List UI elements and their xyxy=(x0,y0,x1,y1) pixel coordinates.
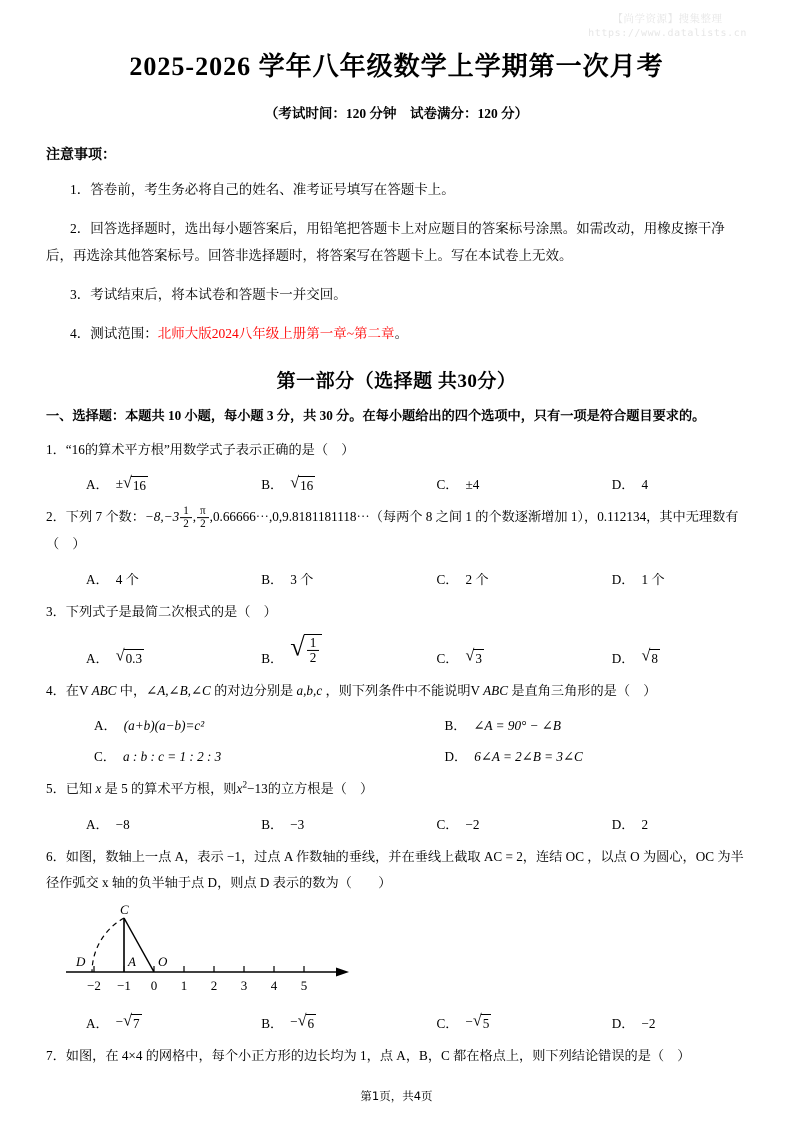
option-1-a[interactable] xyxy=(46,471,221,493)
tick-label: −2 xyxy=(87,977,101,993)
question-5-variable-1: x xyxy=(95,781,102,797)
option-3-a[interactable] xyxy=(46,634,221,667)
question-5-text-part2: 是 5 的算术平方根，则 xyxy=(101,781,237,797)
option-6-b-value: − √ 6 xyxy=(290,1013,315,1032)
exam-subtitle: （考试时间：120 分钟 试卷满分：120 分） xyxy=(264,106,529,121)
question-3 xyxy=(46,588,747,625)
page-footer: 第1页，共4页 xyxy=(360,1089,433,1103)
watermark-source-label: 【尚学资源】搜集整理 xyxy=(612,13,723,25)
arc-OC xyxy=(92,918,124,972)
tick-label: −1 xyxy=(117,977,131,993)
page-title: 2025-2026 学年八年级数学上学期第一次月考 xyxy=(129,52,664,81)
question-4-angles: ∠A,∠B,∠C xyxy=(146,682,211,698)
option-5-a[interactable] xyxy=(46,811,221,833)
question-4 xyxy=(46,667,747,704)
option-3-d-letter: D． xyxy=(611,650,635,666)
option-3-a-value: √ 0.3 xyxy=(115,648,143,667)
question-7-text: 如图，在 4×4 的网格中，每个小正方形的边长均为 1，点 A，B，C 都在格点上，则下列结论错误的是（ ） xyxy=(65,1047,691,1063)
question-2-lead: 下列 7 个数： xyxy=(65,509,145,525)
option-2-b[interactable] xyxy=(221,566,396,588)
option-1-c-letter: C． xyxy=(436,477,459,493)
option-3-c[interactable] xyxy=(397,634,572,667)
question-2-parenthetical: （每两个 8 之间 1 的个数逐渐增加 1） xyxy=(369,509,585,525)
question-4-triangle-2: ABC xyxy=(483,682,509,698)
question-2 xyxy=(46,493,747,556)
label-C: C xyxy=(120,903,129,917)
option-1-b-value: √ 16 xyxy=(290,474,314,494)
part-one-title: 第一部分（选择题 共30分） xyxy=(276,370,517,392)
question-5-text-part1: 已知 xyxy=(65,781,96,797)
option-5-a-letter: A． xyxy=(86,817,109,833)
option-3-a-letter: A． xyxy=(86,650,109,666)
notice-item-4-scope: 北师大版2024八年级上册第一章~第二章 xyxy=(157,326,395,342)
option-2-d-value: 1 个 xyxy=(641,571,665,587)
tick-label: 5 xyxy=(300,977,308,993)
question-4-text-part5: 是直角三角形的是（ ） xyxy=(508,682,657,698)
question-1-options xyxy=(46,462,747,493)
question-5-options xyxy=(46,802,747,833)
notices-heading: 注意事项： xyxy=(46,148,116,163)
option-2-d-letter: D． xyxy=(611,571,635,587)
notice-item-4-prefix: 4．测试范围： xyxy=(70,326,158,342)
option-4-d-letter: D． xyxy=(444,749,468,765)
option-1-a-radicand: 16 xyxy=(132,478,146,494)
option-6-c-radicand: 5 xyxy=(482,1016,490,1032)
option-6-c-value: − √ 5 xyxy=(465,1013,490,1032)
option-3-a-radicand: 0.3 xyxy=(125,651,143,667)
tick-label: 3 xyxy=(240,977,248,993)
option-2-c-value: 2 个 xyxy=(465,571,489,587)
option-3-b-value: √ $\frac{1}{2}$ xyxy=(290,634,322,667)
notice-item-1: 1．答卷前，考生务必将自己的姓名、准考证号填写在答题卡上。 xyxy=(70,182,455,197)
question-4-text-part3: 的对边分别是 xyxy=(210,682,297,698)
option-2-c-letter: C． xyxy=(436,571,459,587)
tick-label: 4 xyxy=(270,977,278,993)
option-5-c-value: −2 xyxy=(465,817,480,833)
option-6-a-value: − √ 7 xyxy=(115,1013,140,1032)
option-5-d[interactable] xyxy=(572,811,747,833)
watermark-url: https://www.datalists.cn xyxy=(588,28,747,40)
question-1-text: “16的算术平方根”用数学式子表示正确的是（ ） xyxy=(65,441,355,457)
option-1-d-letter: D． xyxy=(611,477,635,493)
question-4-triangle-1: ABC xyxy=(91,682,117,698)
axis-arrow-icon xyxy=(336,967,349,976)
option-2-a[interactable] xyxy=(46,566,221,588)
question-5 xyxy=(46,765,747,802)
question-1-number: 1． xyxy=(46,441,66,457)
question-3-text: 下列式子是最简二次根式的是（ ） xyxy=(65,603,277,619)
option-6-b-letter: B． xyxy=(261,1015,284,1031)
question-5-text-part3: −13的立方根是（ ） xyxy=(247,781,374,797)
option-6-b-radicand: 6 xyxy=(307,1016,315,1032)
label-O: O xyxy=(158,953,168,969)
question-3-options xyxy=(46,625,747,667)
option-3-d[interactable] xyxy=(572,634,747,667)
question-5-number: 5． xyxy=(46,781,66,797)
option-3-b-fraction: $\frac{1}{2}$ xyxy=(307,636,320,666)
question-4-options-row-1 xyxy=(46,703,747,734)
option-4-b[interactable] xyxy=(397,712,748,734)
option-6-c-letter: C． xyxy=(436,1015,459,1031)
tick-label: 2 xyxy=(210,977,218,993)
option-1-d[interactable] xyxy=(572,471,747,493)
question-5-variable-2: x xyxy=(236,781,243,797)
option-5-b-value: −3 xyxy=(290,817,305,833)
option-2-c[interactable] xyxy=(397,566,572,588)
question-2-mixed-fraction: $\frac{1}{2}$ xyxy=(180,505,192,530)
option-5-d-value: 2 xyxy=(641,817,649,833)
question-2-sequence-a: −8,−3 xyxy=(144,509,180,525)
question-4-options-row-2 xyxy=(46,734,747,765)
notice-item-4-suffix: 。 xyxy=(394,326,409,342)
label-A: A xyxy=(128,953,136,969)
question-2-sequence-c: ,0.66666⋯,0,9.8181181118⋯ xyxy=(209,509,370,525)
option-6-a-radicand: 7 xyxy=(133,1016,140,1032)
option-3-d-radicand: 8 xyxy=(651,651,658,667)
option-2-d[interactable] xyxy=(572,566,747,588)
option-5-b-letter: B． xyxy=(261,817,284,833)
question-6-number: 6． xyxy=(46,849,66,865)
option-1-c-value: ±4 xyxy=(465,477,480,493)
option-6-c[interactable] xyxy=(397,1010,572,1032)
option-5-a-value: −8 xyxy=(115,817,130,833)
option-4-a-value: (a+b)(a−b)=c² xyxy=(123,718,205,734)
option-4-c-value: a : b : c = 1 : 2 : 3 xyxy=(122,749,222,765)
option-4-d[interactable] xyxy=(397,743,748,765)
option-4-c-letter: C． xyxy=(94,749,116,765)
option-4-a-letter: A． xyxy=(94,718,117,734)
option-6-a[interactable] xyxy=(46,1010,221,1032)
option-6-d-letter: D． xyxy=(611,1015,635,1031)
option-3-c-letter: C． xyxy=(436,650,459,666)
option-2-b-letter: B． xyxy=(261,571,284,587)
question-4-number: 4． xyxy=(46,682,66,698)
question-4-sides: a,b,c xyxy=(296,682,323,698)
number-line-diagram xyxy=(64,904,354,996)
multiple-choice-instructions: 一、选择题：本题共 10 小题，每小题 3 分，共 30 分。在每小题给出的四个选项中，只有一项是符合题目要求的。 xyxy=(46,407,706,423)
question-2-pi-fraction: $\frac{\pi}{2}$ xyxy=(197,505,209,530)
question-4-text-part4: ，则下列条件中不能说明V xyxy=(322,682,484,698)
option-6-d[interactable] xyxy=(572,1010,747,1032)
option-2-a-value: 4 个 xyxy=(115,571,139,587)
question-7-number: 7． xyxy=(46,1047,66,1063)
question-1 xyxy=(46,426,747,463)
question-2-sequence-d: ，0.112134，其中无理数有（ ） xyxy=(46,509,739,552)
option-1-b-radicand: 16 xyxy=(300,478,314,494)
option-3-b[interactable] xyxy=(221,631,396,667)
option-2-b-value: 3 个 xyxy=(290,571,314,587)
option-6-d-value: −2 xyxy=(641,1015,656,1031)
question-6-options xyxy=(46,1001,747,1032)
option-1-b-letter: B． xyxy=(261,477,284,493)
question-2-sequence-b: , xyxy=(192,509,197,525)
option-1-b[interactable] xyxy=(221,471,396,493)
option-5-d-letter: D． xyxy=(611,817,635,833)
option-2-a-letter: A． xyxy=(86,571,109,587)
option-4-b-letter: B． xyxy=(444,718,467,734)
option-5-c[interactable] xyxy=(397,811,572,833)
question-6-text: 如图，数轴上一点 A，表示 −1，过点 A 作数轴的垂线，并在垂线上截取 AC = 2，连结 OC ，以点 O 为圆心，OC 为半径作弧交 x 轴的负半轴于点 D，则点 D 表示的数为（ ） xyxy=(46,849,744,890)
notice-item-4 xyxy=(46,308,747,347)
option-5-b[interactable] xyxy=(221,811,396,833)
question-4-text-part1: 在V xyxy=(65,682,92,698)
option-3-b-letter: B． xyxy=(261,650,284,666)
question-6-figure xyxy=(46,896,747,1001)
option-4-c[interactable] xyxy=(46,743,397,765)
question-2-options xyxy=(46,557,747,588)
option-3-c-value: √ 3 xyxy=(465,648,482,667)
question-3-number: 3． xyxy=(46,603,66,619)
option-6-a-letter: A． xyxy=(86,1015,109,1031)
option-3-d-value: √ 8 xyxy=(641,648,658,667)
option-3-c-radicand: 3 xyxy=(475,651,482,667)
option-4-a[interactable] xyxy=(46,712,397,734)
notice-item-3: 3．考试结束后，将本试卷和答题卡一并交回。 xyxy=(70,286,347,302)
question-4-text-part2: 中， xyxy=(116,682,147,698)
question-6 xyxy=(46,833,747,895)
question-5-exponent: 2 xyxy=(242,780,248,791)
option-1-d-value: 4 xyxy=(641,477,649,493)
option-1-a-letter: A． xyxy=(86,477,109,493)
tick-label: 1 xyxy=(180,977,188,993)
notice-item-2: 2．回答选择题时，选出每小题答案后，用铅笔把答题卡上对应题目的答案标号涂黑。如需改动，用橡皮擦干净后，再选涂其他答案标号。回答非选择题时，将答案写在答题卡上。写在本试卷上无效。 xyxy=(46,221,725,263)
question-7 xyxy=(46,1032,747,1069)
option-1-a-value: ± √ 16 xyxy=(115,474,146,494)
label-D: D xyxy=(76,953,86,969)
option-4-d-value: 6∠A = 2∠B = 3∠C xyxy=(474,749,583,765)
option-1-c[interactable] xyxy=(397,471,572,493)
option-5-c-letter: C． xyxy=(436,817,459,833)
option-6-b[interactable] xyxy=(221,1010,396,1032)
question-2-number: 2． xyxy=(46,509,66,525)
option-4-b-value: ∠A = 90° − ∠B xyxy=(473,718,561,734)
tick-label: 0 xyxy=(150,977,158,993)
